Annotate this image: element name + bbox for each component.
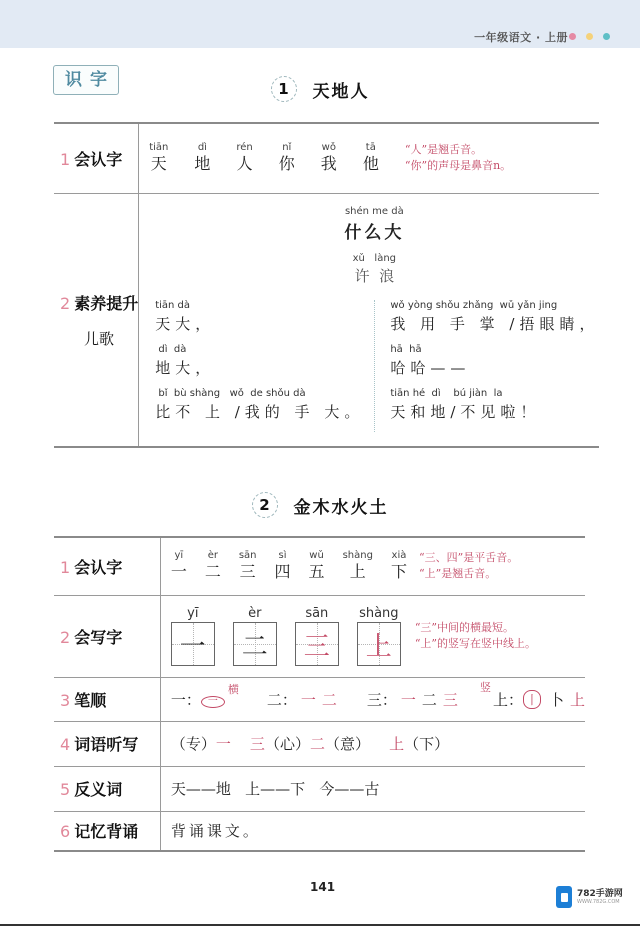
pinyin: sì	[278, 550, 287, 562]
lesson-number-badge: 2	[252, 492, 278, 518]
stroke-annotation: 竖	[479, 681, 491, 694]
row-content	[139, 123, 600, 193]
watermark-logo-icon	[556, 886, 572, 908]
lesson-1-table	[54, 122, 599, 448]
row-label: 3 笔顺	[54, 677, 160, 721]
yellow-dot-icon	[586, 33, 593, 40]
antonym-content: 天——地 上——下 今——古	[170, 780, 380, 798]
dictation-part: （意）	[324, 735, 370, 753]
row-label: 5 反义词	[54, 766, 160, 811]
hanzi: 天	[150, 154, 167, 174]
stroke-oval-icon: 一	[201, 696, 225, 708]
lesson-2-heading	[0, 492, 640, 518]
teal-dot-icon	[603, 33, 610, 40]
recognize-chars	[171, 550, 407, 582]
pronunciation-notes: “三、四”是平舌音。 “上”是翘舌音。	[418, 551, 519, 581]
hanzi: 你	[278, 154, 295, 174]
poem-left-column: tiān dà 天大， dì dà 地大， bǐ bù shàng wǒ de shǒu dà 比不 上 /我的 手 大。	[155, 299, 365, 421]
dictation-part	[370, 735, 389, 753]
watermark[interactable]: 782手游网 WWW.782G.COM	[556, 886, 623, 908]
pinyin: dì	[197, 142, 207, 154]
row-label: 6 记忆背诵	[54, 811, 160, 851]
wavy-divider	[374, 300, 380, 432]
lesson-number-badge: 1	[271, 76, 297, 102]
dictation-content	[160, 721, 585, 766]
char-with-pinyin	[391, 550, 407, 582]
dictation-part: （心）	[264, 735, 310, 753]
char-with-pinyin	[236, 142, 252, 174]
hanzi: 我	[320, 154, 337, 174]
pinyin: tā	[365, 142, 376, 154]
char-with-pinyin	[205, 550, 221, 582]
row-write	[54, 595, 585, 677]
pinyin: nǐ	[282, 142, 292, 154]
lesson-title: 天地人	[312, 81, 370, 102]
row-content	[160, 537, 585, 595]
row-literacy	[54, 193, 599, 447]
pinyin: shàng	[342, 550, 373, 562]
pinyin: sān	[305, 606, 329, 621]
poem-author: 许 浪	[354, 266, 395, 285]
poem-content	[139, 193, 600, 447]
lesson-title: 金木水火土	[293, 497, 389, 518]
row-recognize	[54, 537, 585, 595]
char-with-pinyin	[321, 142, 337, 174]
dictation-part: 三	[249, 735, 265, 753]
pinyin: yī	[174, 550, 184, 562]
tianzige-box	[295, 622, 339, 666]
hanzi: 二	[204, 562, 221, 582]
hanzi: 三	[239, 562, 256, 582]
pinyin: sān	[238, 550, 257, 562]
row-label: 4 词语听写	[54, 721, 160, 766]
pinyin: rén	[236, 142, 253, 154]
writing-char	[295, 606, 339, 666]
char-with-pinyin	[194, 142, 210, 174]
pinyin: shàng	[359, 606, 399, 621]
row-stroke-order	[54, 677, 585, 721]
char-with-pinyin	[279, 142, 295, 174]
char-with-pinyin	[309, 550, 325, 582]
char-with-pinyin	[363, 142, 379, 174]
page-number: 141	[310, 880, 336, 894]
hanzi: 上	[365, 631, 392, 662]
row-dictation	[54, 721, 585, 766]
hanzi: 一	[179, 631, 206, 662]
writing-char	[171, 606, 215, 666]
dictation-part: （下）	[404, 735, 450, 753]
poem-title: shén me dà 什么大 xǔ làng 许 浪	[149, 206, 599, 286]
section-tag: 识字	[53, 65, 119, 95]
writing-char	[233, 606, 277, 666]
row-label: 2 素养提升 儿歌	[54, 193, 139, 447]
row-label: 1 会认字	[54, 123, 139, 193]
char-with-pinyin	[171, 550, 187, 582]
char-with-pinyin	[343, 550, 373, 582]
hanzi: 人	[236, 154, 253, 174]
tianzige-box	[171, 622, 215, 666]
poem-right-column: wǒ yòng shǒu zhǎng wǔ yǎn jing 我 用 手 掌 /捂眼睛， hā hā 哈哈—— tiān hé dì bú jiàn la 天和地/不见啦！	[390, 299, 600, 421]
pinyin: èr	[248, 606, 262, 621]
hanzi: 他	[362, 154, 379, 174]
writing-grids	[171, 606, 401, 666]
hanzi: 三	[303, 631, 330, 662]
writing-notes: “三”中间的横最短。 “上”的竖写在竖中线上。	[414, 621, 537, 650]
dictation-part: 一	[215, 735, 231, 753]
poem-body	[149, 300, 599, 432]
recognize-chars	[149, 142, 379, 174]
pinyin: yī	[187, 606, 199, 621]
pink-dot-icon	[569, 33, 576, 40]
poem-genre: 儿歌	[84, 329, 115, 348]
pinyin: wǔ	[309, 550, 324, 562]
recite-content: 背诵课文。	[170, 822, 261, 841]
stroke-oval-icon: 丨	[523, 690, 541, 709]
hanzi: 一	[170, 562, 187, 582]
dictation-part: 二	[309, 735, 325, 753]
hanzi: 下	[390, 562, 407, 582]
char-with-pinyin	[275, 550, 291, 582]
row-content	[160, 595, 585, 677]
pinyin: xià	[391, 550, 407, 562]
row-recognize	[54, 123, 599, 193]
header-dots	[569, 33, 610, 40]
pinyin: èr	[207, 550, 218, 562]
tianzige-box	[357, 622, 401, 666]
pronunciation-notes: “人”是翘舌音。 “你”的声母是鼻音n。	[404, 143, 512, 173]
hanzi: 地	[194, 154, 211, 174]
row-label: 2 会写字	[54, 595, 160, 677]
lesson-2-table	[54, 536, 585, 852]
row-recite	[54, 811, 585, 851]
char-with-pinyin	[149, 142, 168, 174]
pinyin: wǒ	[321, 142, 336, 154]
tianzige-box	[233, 622, 277, 666]
hanzi: 四	[274, 562, 291, 582]
pinyin: tiān	[149, 142, 169, 154]
dictation-part: （专）	[170, 735, 216, 753]
dictation-part: 上	[389, 735, 405, 753]
stroke-order-content: 一： 一 横 二： 一 二 三： 一 二 三 竖 上： 丨 卜 上	[170, 681, 585, 709]
lesson-1-heading	[0, 76, 640, 102]
row-label: 1 会认字	[54, 537, 160, 595]
hanzi: 二	[241, 631, 268, 662]
stroke-annotation: 横	[227, 683, 239, 696]
book-title: 一年级语文 · 上册	[474, 31, 568, 44]
row-antonym	[54, 766, 585, 811]
char-with-pinyin	[239, 550, 257, 582]
hanzi: 上	[349, 562, 366, 582]
writing-char	[357, 606, 401, 666]
hanzi: 五	[308, 562, 325, 582]
dictation-part	[231, 735, 250, 753]
